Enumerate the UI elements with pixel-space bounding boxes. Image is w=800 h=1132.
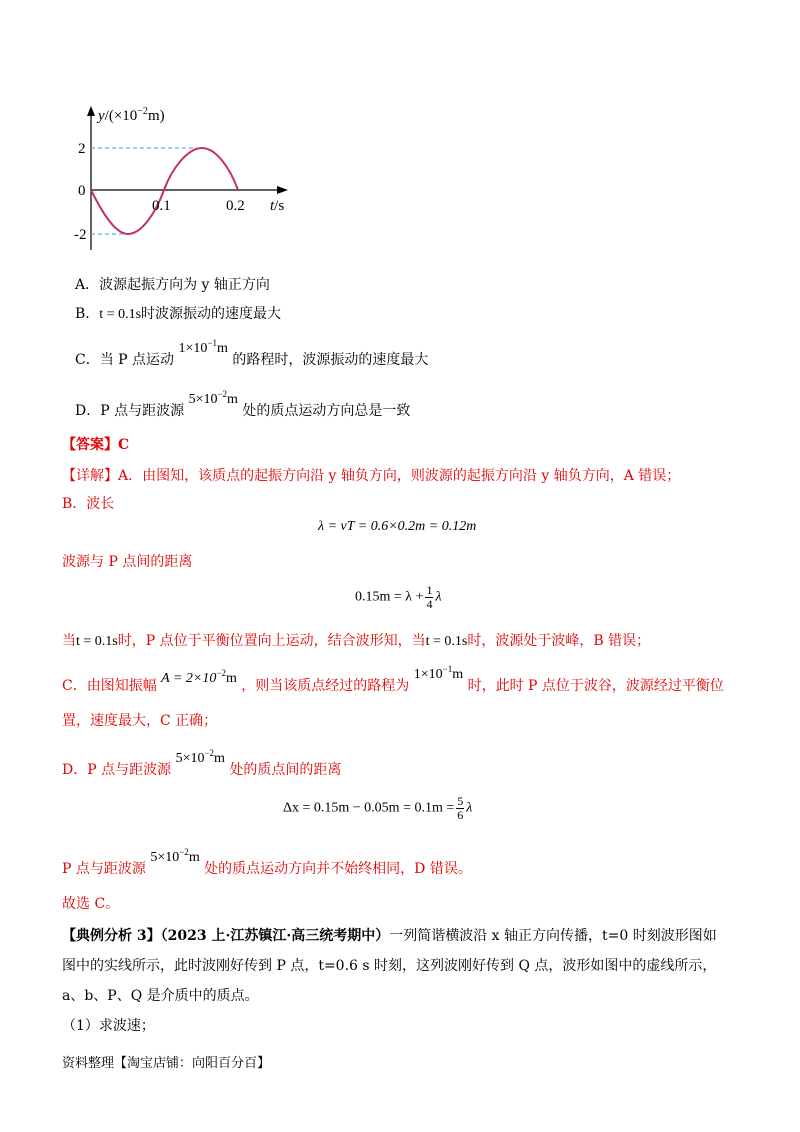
example-line-1: 【典例分析 3】（2023 上·江苏镇江·高三统考期中）一列简谐横波沿 x 轴正方向传播，t=0 时刻波形图如 <box>62 928 717 944</box>
question-1: （1）求波速； <box>62 1018 155 1034</box>
detail-line-5: C．由图知振幅 $A = 2\times 10^{-2}m$ ，则当该质点经过的路程为 $1\times 10^{-1}m$ 时，此时 P 点位于波谷，波源经过平衡位 <box>62 664 724 694</box>
x-axis-arrow <box>277 186 288 194</box>
option-b-text: 时波源振动的速度最大 <box>141 306 282 322</box>
detail-line-4: 当t = 0.1s时，P 点位于平衡位置向上运动，结合波形知，当t = 0.1s时，波源处于波峰，B 错误； <box>62 633 651 649</box>
option-d-pre: D．P 点与距波源 <box>75 403 185 419</box>
example-line-2: 图中的实线所示，此时波刚好传到 P 点，t=0.6 s 时刻，这列波刚好传到 Q 点，波形如图中的虚线所示， <box>62 958 717 974</box>
y-tick-zero: 0 <box>78 183 86 199</box>
option-b-label: B． <box>75 306 100 322</box>
x-tick-0.2: 0.2 <box>226 198 245 214</box>
detail-line-9: 故选 C。 <box>62 896 120 912</box>
wave-graph <box>74 100 300 260</box>
y-tick-min: -2 <box>74 227 87 243</box>
option-d-math: $5\times 10^{-2}m$ <box>188 389 238 407</box>
wave-curve <box>91 148 238 234</box>
detail-line-6: 置，速度最大，C 正确； <box>62 713 218 729</box>
option-c-math: $1\times 10^{-1}m$ <box>178 338 228 356</box>
option-b-math: t = 0.1s <box>99 307 142 322</box>
option-c <box>75 338 429 370</box>
example-tag: 【典例分析 3】（2023 上·江苏镇江·高三统考期中） <box>62 928 390 944</box>
footer: 资料整理【淘宝店铺：向阳百分百】 <box>62 1056 271 1071</box>
detail-line-1: 【详解】A．由图知，该质点的起振方向沿 y 轴负方向，则波源的起振方向沿 y 轴负方向，A 错误； <box>62 468 681 484</box>
detail-line-8: P 点与距波源 $5\times 10^{-2}m$ 处的质点运动方向并不始终相同，D 错误。 <box>62 847 472 877</box>
x-tick-0.1: 0.1 <box>152 198 171 214</box>
option-c-pre: C．当 P 点运动 <box>75 352 175 368</box>
equation-wavelength: λ = vT = 0.6×0.2m = 0.12m <box>318 519 477 534</box>
x-axis-label: t/s <box>270 198 285 214</box>
option-a: A．波源起振方向为 y 轴正方向 <box>75 277 270 293</box>
answer-line: 【答案】C <box>62 437 130 453</box>
equation-distance: 0.15m = λ + $\frac{1}{4}$ λ <box>355 583 442 611</box>
detail-line-2: B．波长 <box>62 496 115 512</box>
y-tick-max: 2 <box>78 141 86 157</box>
detail-line-3: 波源与 P 点间的距离 <box>62 554 193 570</box>
detail-line-7: D．P 点与距波源 $5\times 10^{-2}m$ 处的质点间的距离 <box>62 748 342 778</box>
equation-delta-x: Δx = 0.15m − 0.05m = 0.1m = $\frac{5}{6}$ λ <box>283 794 473 822</box>
option-c-post: 的路程时，波源振动的速度最大 <box>232 352 429 368</box>
y-axis-arrow <box>87 106 95 116</box>
option-d <box>75 389 411 421</box>
example-line-3: a、b、P、Q 是介质中的质点。 <box>62 988 259 1004</box>
option-d-post: 处的质点运动方向总是一致 <box>242 403 411 419</box>
option-b <box>75 305 281 324</box>
y-axis-label: $y/(\times 10^{-2}m)$ <box>98 106 165 124</box>
